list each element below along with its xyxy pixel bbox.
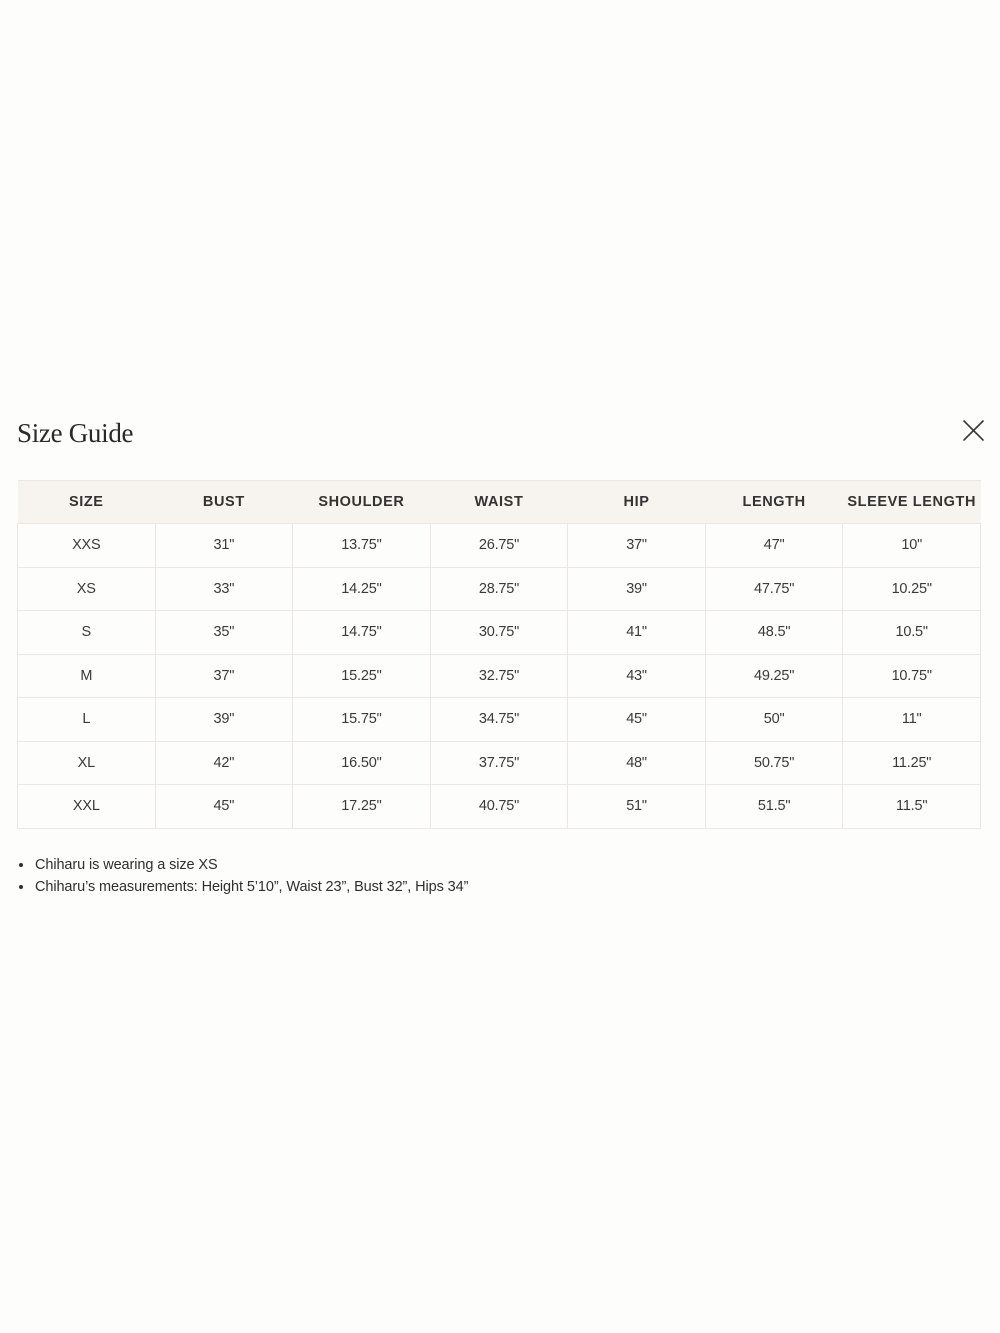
cell-shoulder: 15.75": [293, 698, 431, 742]
cell-hip: 51": [568, 785, 706, 829]
cell-length: 51.5": [705, 785, 843, 829]
cell-sleeve-length: 11.25": [843, 741, 981, 785]
cell-size: S: [18, 611, 156, 655]
cell-sleeve-length: 10": [843, 524, 981, 568]
cell-shoulder: 14.25": [293, 567, 431, 611]
cell-length: 47": [705, 524, 843, 568]
header-length: LENGTH: [705, 481, 843, 524]
header-size: SIZE: [18, 481, 156, 524]
cell-bust: 39": [155, 698, 293, 742]
table-row: [18, 741, 981, 785]
cell-bust: 42": [155, 741, 293, 785]
cell-length: 48.5": [705, 611, 843, 655]
cell-sleeve-length: 11.5": [843, 785, 981, 829]
cell-size: XS: [18, 567, 156, 611]
table-header-row: [18, 481, 981, 524]
cell-length: 50.75": [705, 741, 843, 785]
cell-waist: 40.75": [430, 785, 568, 829]
cell-bust: 33": [155, 567, 293, 611]
list-item: Chiharu’s measurements: Height 5’10”, Waist 23”, Bust 32”, Hips 34”: [17, 876, 468, 898]
cell-shoulder: 16.50": [293, 741, 431, 785]
table-row: [18, 785, 981, 829]
cell-waist: 30.75": [430, 611, 568, 655]
cell-size: L: [18, 698, 156, 742]
cell-size: XXS: [18, 524, 156, 568]
cell-bust: 45": [155, 785, 293, 829]
cell-waist: 37.75": [430, 741, 568, 785]
cell-hip: 48": [568, 741, 706, 785]
table-row: [18, 524, 981, 568]
cell-waist: 32.75": [430, 654, 568, 698]
table-row: [18, 567, 981, 611]
header-sleeve-length: SLEEVE LENGTH: [843, 481, 981, 524]
cell-shoulder: 14.75": [293, 611, 431, 655]
cell-bust: 35": [155, 611, 293, 655]
cell-waist: 34.75": [430, 698, 568, 742]
cell-waist: 26.75": [430, 524, 568, 568]
header-hip: HIP: [568, 481, 706, 524]
cell-hip: 45": [568, 698, 706, 742]
table-row: [18, 611, 981, 655]
header-waist: WAIST: [430, 481, 568, 524]
size-chart-table: [17, 480, 981, 829]
close-icon: [958, 416, 988, 446]
cell-bust: 31": [155, 524, 293, 568]
cell-hip: 37": [568, 524, 706, 568]
cell-sleeve-length: 11": [843, 698, 981, 742]
header-shoulder: SHOULDER: [293, 481, 431, 524]
modal-title: Size Guide: [17, 418, 134, 448]
header-bust: BUST: [155, 481, 293, 524]
table-row: [18, 698, 981, 742]
cell-sleeve-length: 10.75": [843, 654, 981, 698]
cell-hip: 39": [568, 567, 706, 611]
cell-shoulder: 13.75": [293, 524, 431, 568]
cell-hip: 41": [568, 611, 706, 655]
close-button[interactable]: [958, 416, 988, 446]
list-item: Chiharu is wearing a size XS: [17, 854, 468, 876]
cell-size: XL: [18, 741, 156, 785]
cell-sleeve-length: 10.25": [843, 567, 981, 611]
table-row: [18, 654, 981, 698]
cell-waist: 28.75": [430, 567, 568, 611]
cell-hip: 43": [568, 654, 706, 698]
cell-size: XXL: [18, 785, 156, 829]
cell-shoulder: 15.25": [293, 654, 431, 698]
cell-bust: 37": [155, 654, 293, 698]
model-notes-list: [17, 854, 468, 898]
cell-sleeve-length: 10.5": [843, 611, 981, 655]
cell-length: 50": [705, 698, 843, 742]
cell-length: 47.75": [705, 567, 843, 611]
cell-length: 49.25": [705, 654, 843, 698]
cell-size: M: [18, 654, 156, 698]
cell-shoulder: 17.25": [293, 785, 431, 829]
